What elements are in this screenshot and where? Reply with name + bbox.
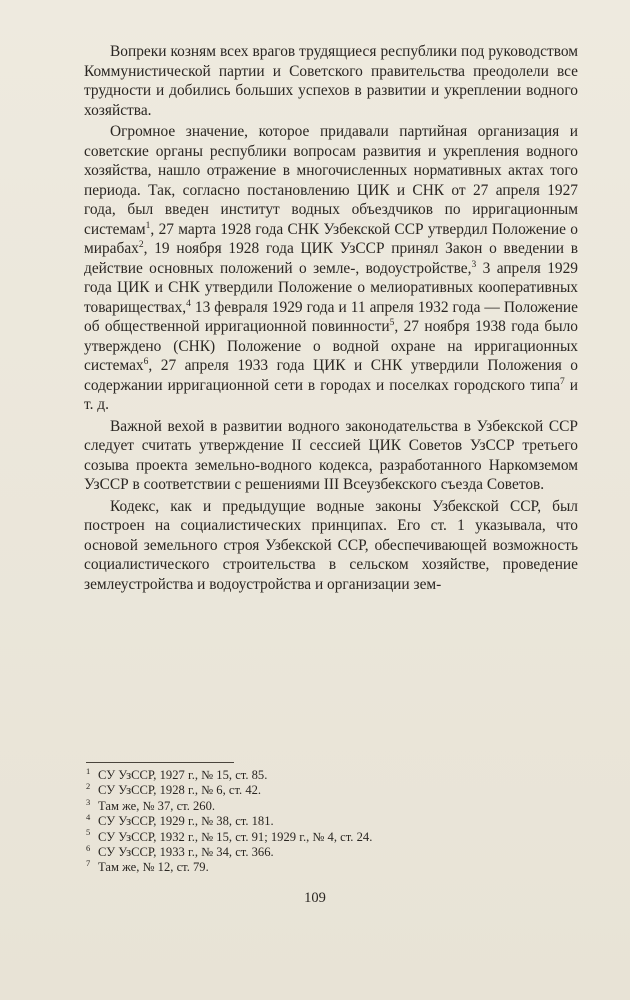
footnote-reference: 3 (471, 259, 477, 270)
footnote-text: СУ УзССР, 1927 г., № 15, ст. 85. (98, 768, 268, 782)
footnote-reference: 1 (145, 220, 151, 231)
footnote-reference: 6 (143, 356, 149, 367)
text-run: Кодекс, как и предыдущие водные законы Узбекской ССР, был построен на социалистических принципах. Его ст. 1 указывала, что основой земельного строя Узбекской ССР, обеспечивающей возможность социалистического строительства в сельском хозяйстве, проведение землеустройства и водоустройства и организации зем- (84, 497, 578, 593)
footnote-reference: 2 (138, 239, 144, 250)
text-run: Важной вехой в развитии водного законодательства в Узбекской ССР следует считать утверждение II сессией ЦИК Советов УзССР третьего созыва проекта земельно-водного кодекса, разработанного Наркомземом УзССР в соответствии с решениями III Всеузбекского съезда Советов. (84, 417, 578, 493)
text-run: , 27 ноября 1938 года было утверждено (СНК) Положение о водной охране на ирригационных системах (84, 318, 578, 374)
footnote-text: СУ УзССР, 1932 г., № 15, ст. 91; 1929 г., № 4, ст. 24. (98, 829, 373, 844)
text-run: 13 февраля 1929 года и 11 апреля 1932 года — Положение об общественной ирригационной повинности (84, 298, 578, 335)
text-run: , 19 ноября 1928 года ЦИК УзССР принял Закон о введении в действие основных положений о земле-, водоустройстве, (84, 240, 578, 277)
paragraph (84, 417, 578, 495)
paragraph (84, 122, 578, 415)
footnote: 1 СУ УзССР, 1927 г., № 15, ст. 85. (86, 765, 268, 782)
footnotes (86, 765, 556, 876)
footnote-text: СУ УзССР, 1928 г., № 6, ст. 42. (98, 783, 262, 798)
footnote: 3 Там же, № 37, ст. 260. (86, 796, 216, 813)
text-run: Вопреки козням всех врагов трудящиеся республики под руководством Коммунистической партии и Советского правительства преодолели все трудности и добились больших успехов в развитии и укреплении водного хозяйства. (84, 43, 578, 119)
footnote-reference: 7 (560, 376, 565, 387)
page-number: 109 (304, 890, 326, 906)
text-run: , 27 марта 1928 года СНК Узбекской ССР утвердил Положение о мирабах (84, 220, 578, 257)
footnote-reference: 4 (186, 298, 191, 309)
footnote: 6 СУ УзССР, 1933 г., № 34, ст. 366. (86, 842, 274, 860)
body-text (84, 42, 578, 596)
text-run: Огромное значение, которое придавали партийная организация и советские органы республики вопросам развития и укрепления водного хозяйства, нашло отражение в многочисленных нормативных актах того периода. Так, согласно постановлению ЦИК и СНК от 27 апреля 1927 года, был введен институт водных объездчиков по ирригационным системам (84, 123, 578, 238)
text-run: 3 апреля 1929 года ЦИК и СНК утвердили Положение о мелиоративных кооперативных товариществах, (84, 259, 579, 316)
footnote-text: Там же, № 37, ст. 260. (98, 798, 216, 813)
footnote: 2 СУ УзССР, 1928 г., № 6, ст. 42. (86, 781, 262, 798)
footnote-text: Там же, № 12, ст. 79. (98, 860, 209, 875)
paragraph (84, 42, 578, 120)
footnote-reference: 5 (389, 317, 395, 328)
text-run: и т. д. (84, 376, 578, 413)
footnote: 4 СУ УзССР, 1929 г., № 38, ст. 181. (86, 812, 274, 829)
footnote: 7 Там же, № 12, ст. 79. (86, 858, 209, 875)
footnote-text: СУ УзССР, 1933 г., № 34, ст. 366. (98, 845, 274, 860)
footnote-separator (86, 762, 234, 763)
text-run: , 27 апреля 1933 года ЦИК и СНК утвердили Положения о содержании ирригационной сети в городах и поселках городского типа (84, 357, 578, 394)
footnote: 5 СУ УзССР, 1932 г., № 15, ст. 91; 1929 г., № 4, ст. 24. (86, 827, 373, 844)
paragraph (84, 497, 578, 595)
footnote-text: СУ УзССР, 1929 г., № 38, ст. 181. (98, 814, 274, 829)
